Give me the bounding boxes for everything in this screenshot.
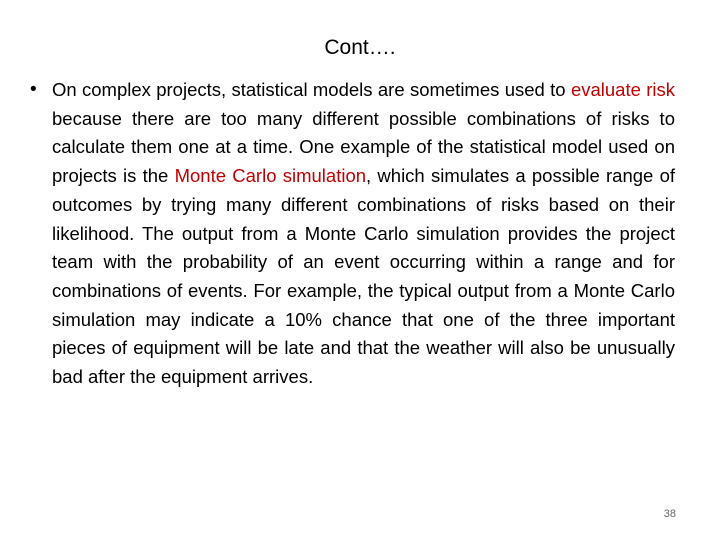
highlighted-term-monte-carlo: Monte Carlo simulation <box>174 165 367 187</box>
highlighted-term-evaluate-risk: evaluate risk <box>570 79 675 100</box>
bullet-marker: • <box>30 79 37 100</box>
bullet-text <box>52 76 675 392</box>
page-number: 38 <box>663 508 676 520</box>
text-segment: On complex projects, statistical models are sometimes used to <box>52 79 571 100</box>
slide-title: Cont…. <box>324 36 396 59</box>
bullet-item <box>30 76 675 392</box>
text-segment: because there are too many different possible combinations of risks to calculate them one at a time. One example of the statistical model used on projects is the <box>52 107 675 187</box>
text-segment: , which simulates a possible range of outcomes by trying many different combinations of risks based on their likelihood. The output from a Monte Carlo simulation provides the project team with the probability of an event occurring within a range and for combinations of events. For example, the typical output from a Monte Carlo simulation may indicate a 10% chance that one of the three important pieces of equipment will be late and that the weather will also be unusually bad after the equipment arrives. <box>52 165 676 388</box>
